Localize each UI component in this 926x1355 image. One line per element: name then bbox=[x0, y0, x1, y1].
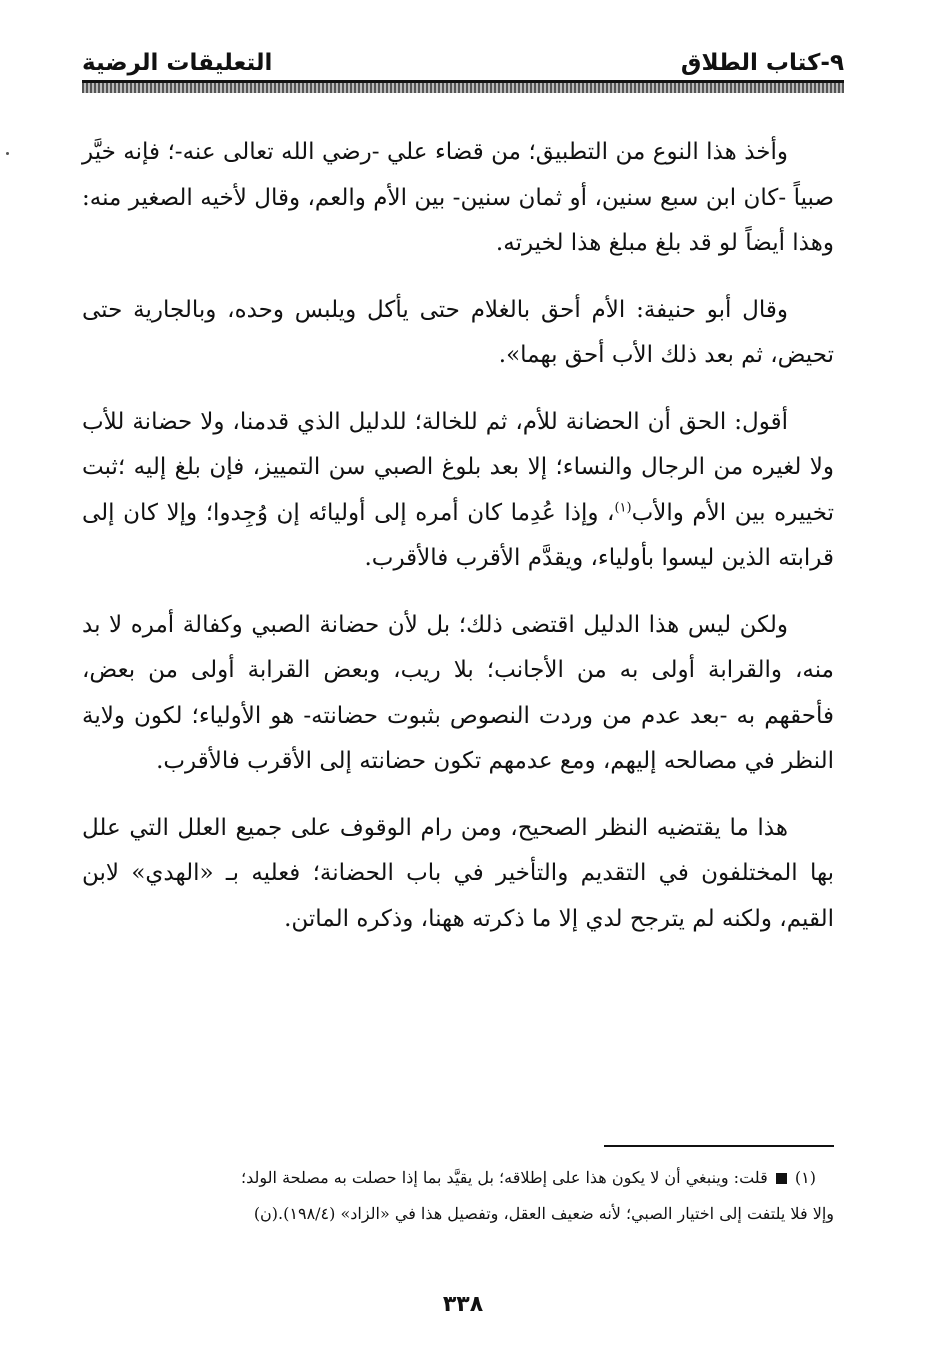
paragraph-5: هذا ما يقتضيه النظر الصحيح، ومن رام الوقوف على جميع العلل التي علل بها المختلفون في التقديم والتأخير في باب الحضانة؛ فعليه بـ «الهدي» لابن القيم، ولكنه لم يترجح لدي إلا ما ذكرته ههنا، وذكره الماتن. bbox=[82, 814, 834, 932]
footnote-line-2 bbox=[82, 1196, 834, 1232]
paragraph-1: وأخذ هذا النوع من التطبيق؛ من قضاء علي -رضي الله تعالى عنه-؛ فإنه خيَّر صبياً -كان ابن سبع سنين، أو ثمان سنين- بين الأم والعم، وقال لأخيه الصغير منه: وهذا أيضاً لو قد بلغ مبلغ هذا لخيرته. bbox=[82, 139, 834, 256]
paragraph-3-part-2: ، وإذا عُدِما كان أمره إلى أوليائه إن وُجِدوا؛ وإلا كان إلى قرابته الذين ليسوا بأولياء، ويقدَّم الأقرب فالأقرب. bbox=[82, 499, 834, 571]
chapter-title: ٩-كتاب الطلاق bbox=[680, 50, 844, 76]
running-header bbox=[82, 38, 844, 78]
square-bullet-icon bbox=[776, 1173, 787, 1184]
footnote-reference: (١) bbox=[614, 499, 632, 515]
main-text bbox=[82, 130, 834, 963]
footnote-marker: (ن) bbox=[253, 1204, 279, 1223]
header-rule bbox=[82, 80, 844, 93]
footnote-line-1 bbox=[82, 1160, 834, 1196]
footnote-text-2: وإلا فلا يلتفت إلى اختيار الصبي؛ لأنه ضعيف العقل، وتفصيل هذا في «الزاد» (١٩٨/٤). bbox=[278, 1204, 834, 1223]
paragraph-2: وقال أبو حنيفة: الأم أحق بالغلام حتى يأكل ويلبس وحده، وبالجارية حتى تحيض، ثم بعد ذلك الأب أحق بهما». bbox=[82, 296, 834, 368]
footnote bbox=[82, 1160, 834, 1232]
footnote-text-1: قلت: وينبغي أن لا يكون هذا على إطلاقه؛ بل يقيَّد بما إذا حصلت به مصلحة الولد؛ bbox=[241, 1168, 768, 1187]
book-title: التعليقات الرضية bbox=[82, 50, 273, 76]
paragraph-3 bbox=[82, 400, 834, 582]
footnote-separator bbox=[604, 1145, 834, 1147]
paragraph-3-part-1: أقول: الحق أن الحضانة للأم، ثم للخالة؛ للدليل الذي قدمنا، ولا حضانة للأب ولا لغيره من الرجال والنساء؛ إلا بعد بلوغ الصبي سن التمييز، فإن بلغ إليه ؛ثبت تخييره بين الأم والأب bbox=[82, 408, 834, 526]
page-number: ٣٣٨ bbox=[442, 1292, 484, 1317]
paragraph-4: ولكن ليس هذا الدليل اقتضى ذلك؛ بل لأن حضانة الصبي وكفالة أمره لا بد منه، والقرابة أولى به من الأجانب؛ بلا ريب، وبعض القرابة أولى من بعض، فأحقهم به -بعد عدم من وردت النصوص بثبوت حضانته- هو الأولياء؛ لكون ولاية النظر في مصالحه إليهم، ومع عدمهم تكون حضانته إلى الأقرب فالأقرب. bbox=[82, 611, 834, 774]
footnote-number: (١) bbox=[794, 1168, 816, 1187]
margin-speck bbox=[6, 152, 9, 155]
